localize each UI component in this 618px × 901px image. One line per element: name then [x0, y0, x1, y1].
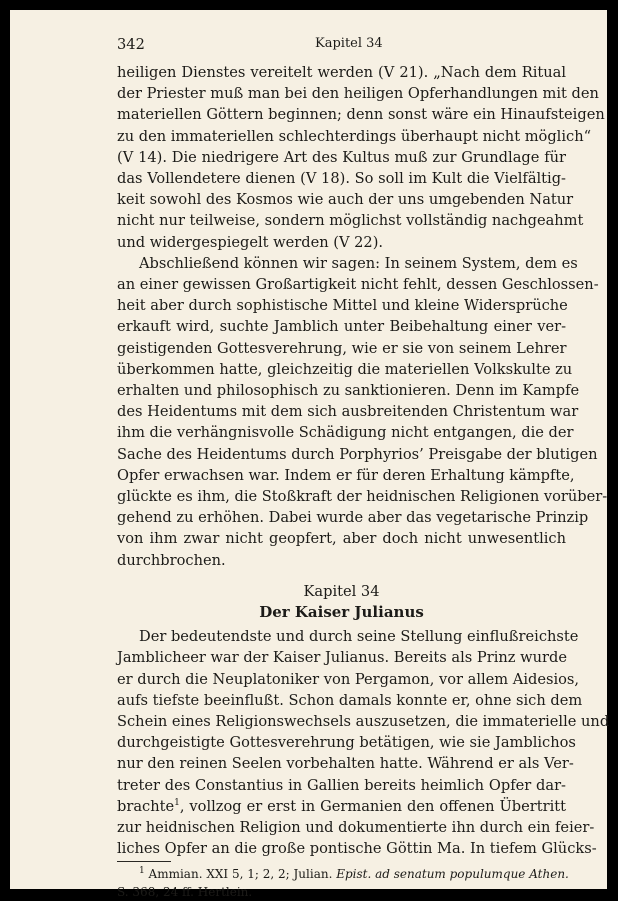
text-line: liches Opfer an die große pontische Göttin Ma. In tiefem Glücks-: [117, 840, 597, 858]
paragraph-first-line: Abschließend können wir sagen: In seinem System, dem es: [139, 254, 578, 272]
footnote-title: Epist. ad senatum populumque Athen.: [336, 867, 569, 882]
text-line: an einer gewissen Großartigkeit nicht fehlt, dessen Geschlossen-: [117, 276, 599, 293]
text-line: überkommen hatte, gleichzeitig die materiellen Volkskulte zu: [117, 360, 573, 378]
text-line: geistigenden Gottesverehrung, wie er sie von seinem Lehrer: [117, 339, 567, 357]
text-line: glückte es ihm, die Stoßkraft der heidnischen Religionen vorüber-: [117, 488, 608, 505]
text-line: materiellen Göttern beginnen; denn sonst wäre ein Hinaufsteigen: [117, 106, 605, 124]
footnote-text: Ammian. XXI 5, 1; 2, 2; Julian.: [144, 867, 337, 882]
text-line: treter des Constantius in Gallien bereits heimlich Opfer dar-: [117, 776, 566, 794]
text-line: von ihm zwar nicht geopfert, aber doch nicht unwesentlich: [117, 530, 566, 548]
text-line: nicht nur teilweise, sondern möglichst vollständig nachgeahmt: [117, 212, 584, 230]
footnote-number: 1: [139, 866, 145, 877]
text-line: Jamblicheer war der Kaiser Julianus. Bereits als Prinz wurde: [117, 649, 567, 667]
text-line: das Vollendetere dienen (V 18). So soll im Kult die Vielfältig-: [117, 170, 566, 187]
book-page: [10, 10, 610, 900]
text-line: keit sowohl des Kosmos wie auch der uns umgebenden Natur: [117, 191, 574, 209]
page-number: 342: [117, 36, 145, 53]
text-line: durchgeistigte Gottesverehrung betätigen, wie sie Jamblichos: [117, 734, 576, 752]
chapter-title: Der Kaiser Julianus: [259, 603, 424, 621]
text-line: ihm die verhängnisvolle Schädigung nicht entgangen, die der: [117, 424, 574, 442]
page-header: [117, 36, 493, 56]
chapter-label: Kapitel 34: [303, 582, 380, 600]
text-line: der Priester muß man bei den heiligen Opferhandlungen mit den: [117, 85, 599, 103]
text-span: brachte: [117, 797, 175, 815]
text-line: gehend zu erhöhen. Dabei wurde aber das vegetarische Prinzip: [117, 509, 589, 527]
text-line: heiligen Dienstes vereitelt werden (V 21). „Nach dem Ritual: [117, 64, 566, 81]
text-line: Sache des Heidentums durch Porphyrios’ Preisgabe der blutigen: [117, 445, 598, 463]
text-line: durchbrochen.: [117, 551, 226, 569]
footnote-rule: [117, 861, 171, 862]
footnote-marker: 1: [174, 797, 180, 808]
running-head: Kapitel 34: [315, 36, 383, 51]
text-line: nur den reinen Seelen vorbehalten hatte. Während er als Ver-: [117, 755, 574, 773]
text-span: , vollzog er erst in Germanien den offenen Übertritt: [179, 797, 566, 815]
text-line: erhalten und philosophisch zu sanktionieren. Denn im Kampfe: [117, 382, 580, 399]
paragraph-first-line: Der bedeutendste und durch seine Stellung einflußreichste: [139, 628, 579, 646]
text-line: er durch die Neuplatoniker von Pergamon, vor allem Aidesios,: [117, 670, 580, 688]
text-line: des Heidentums mit dem sich ausbreitenden Christentum war: [117, 403, 579, 421]
text-line: zu den immateriellen schlechterdings überhaupt nicht möglich“: [117, 127, 592, 145]
text-line: heit aber durch sophistische Mittel und kleine Widersprüche: [117, 297, 568, 315]
text-line: zur heidnischen Religion und dokumentierte ihn durch ein feier-: [117, 819, 595, 836]
text-line: (V 14). Die niedrigere Art des Kultus muß zur Grundlage für: [117, 148, 566, 166]
footnote-line: S. 368, 24 ff. Hertlein.: [117, 885, 253, 900]
footnote: [117, 865, 569, 883]
text-line: aufs tiefste beeinflußt. Schon damals konnte er, ohne sich dem: [117, 691, 583, 709]
text-line: erkauft wird, suchte Jamblich unter Beibehaltung einer ver-: [117, 318, 566, 336]
text-line: Schein eines Religionswechsels auszusetzen, die immaterielle und: [117, 713, 610, 730]
text-line: und widergespiegelt werden (V 22).: [117, 233, 384, 251]
text-line: Opfer erwachsen war. Indem er für deren Erhaltung kämpfte,: [117, 466, 575, 484]
text-line: [117, 796, 566, 817]
